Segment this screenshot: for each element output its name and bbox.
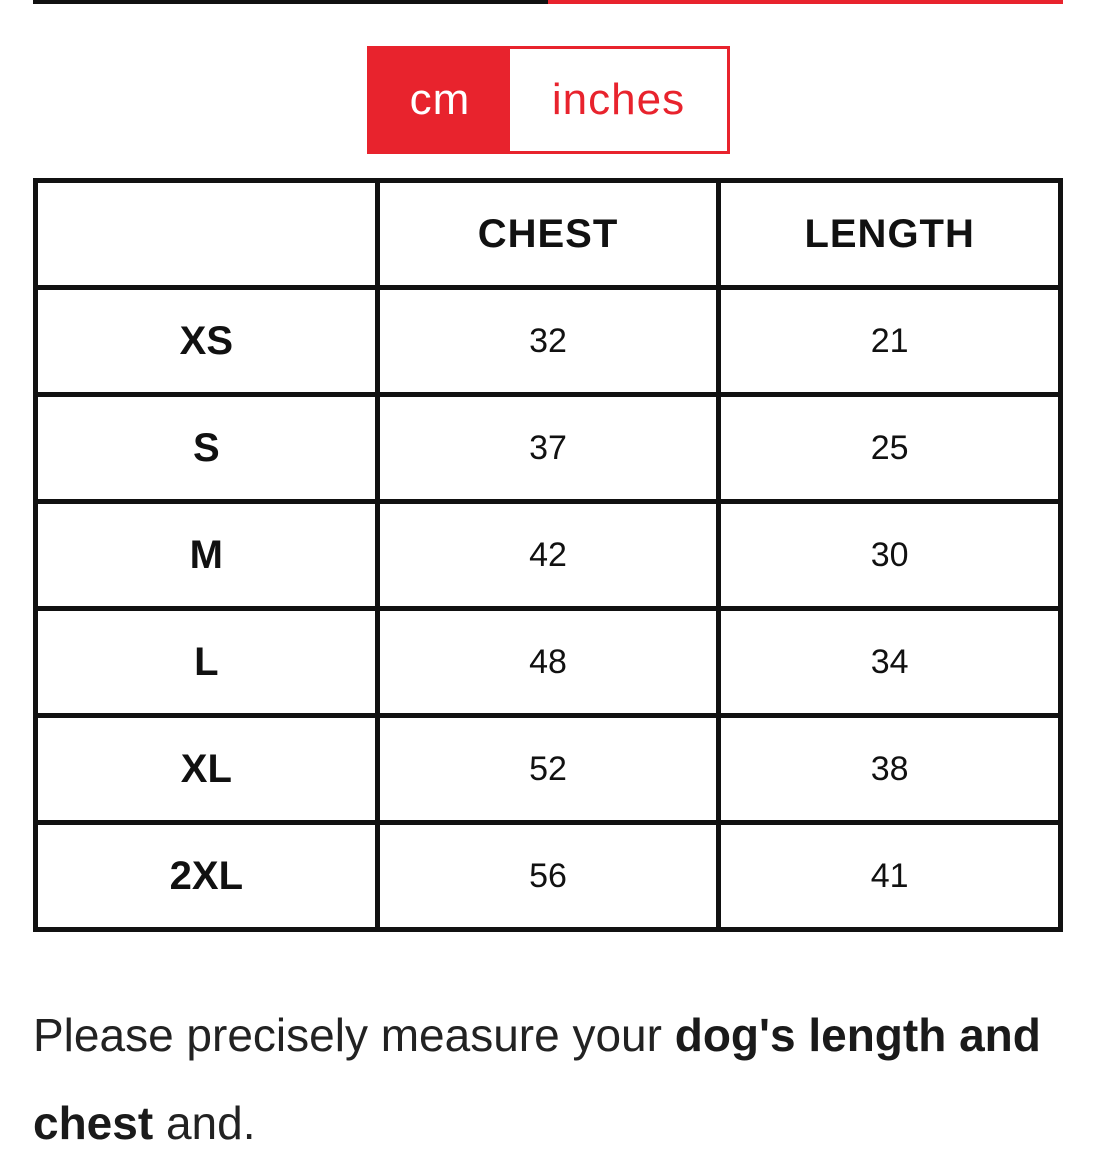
unit-toggle [367, 46, 730, 154]
header-cell-chest: CHEST [377, 181, 719, 288]
size-label: S [36, 395, 378, 502]
chest-value: 37 [377, 395, 719, 502]
tab-underline-inactive [33, 0, 548, 4]
header-cell-size [36, 181, 378, 288]
length-value: 25 [719, 395, 1061, 502]
length-value: 30 [719, 502, 1061, 609]
table-row [36, 716, 1061, 823]
size-chart-table [33, 178, 1063, 932]
note-text-end: and. [153, 1097, 256, 1149]
note-text-bold: dog's length and chest [33, 1009, 1041, 1149]
size-label: XL [36, 716, 378, 823]
table-row [36, 823, 1061, 930]
length-value: 38 [719, 716, 1061, 823]
size-label: L [36, 609, 378, 716]
unit-option-inches[interactable]: inches [510, 49, 727, 151]
chest-value: 42 [377, 502, 719, 609]
chest-value: 48 [377, 609, 719, 716]
header-cell-length: LENGTH [719, 181, 1061, 288]
table-header-row [36, 181, 1061, 288]
unit-option-cm[interactable]: cm [370, 49, 510, 151]
table-row [36, 609, 1061, 716]
note-text-start: Please precisely measure your [33, 1009, 675, 1061]
length-value: 21 [719, 288, 1061, 395]
chest-value: 52 [377, 716, 719, 823]
size-label: M [36, 502, 378, 609]
table-row [36, 395, 1061, 502]
size-label: 2XL [36, 823, 378, 930]
length-value: 41 [719, 823, 1061, 930]
tab-underline-active [548, 0, 1063, 4]
chest-value: 56 [377, 823, 719, 930]
tab-underline [33, 0, 1063, 4]
table-row [36, 288, 1061, 395]
size-label: XS [36, 288, 378, 395]
table-row [36, 502, 1061, 609]
chest-value: 32 [377, 288, 719, 395]
length-value: 34 [719, 609, 1061, 716]
measurement-note [33, 991, 1063, 1167]
